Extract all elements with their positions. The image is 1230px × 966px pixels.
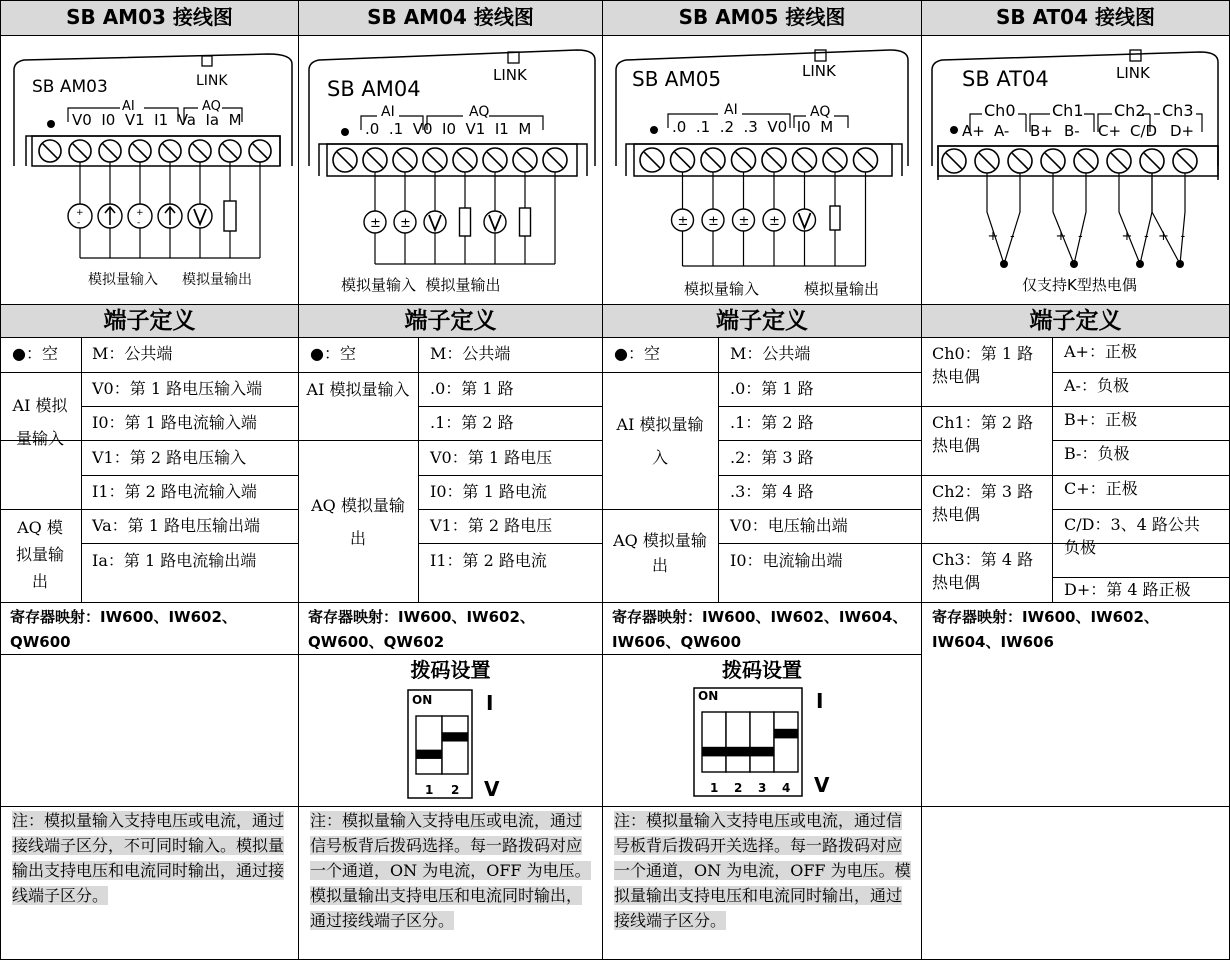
svg-text:ON: ON: [412, 693, 433, 707]
section-title-am04: 端子定义: [404, 307, 497, 334]
dip-lever: [726, 747, 750, 757]
channel-label: Ch2: [1114, 101, 1146, 120]
am05-link-label: LINK: [802, 62, 836, 80]
at04-caption: 仅支持K型热电偶: [1022, 276, 1137, 294]
svg-text:V0 I0 V1 I1 Va Ia M: V0 I0 V1 I1 Va Ia M: [72, 111, 242, 129]
am03-caption-input: 模拟量输入: [88, 272, 158, 288]
header-am05: SB AM05 接线图: [678, 5, 846, 29]
section-title-am03: 端子定义: [103, 307, 196, 334]
svg-text:AQ: AQ: [469, 104, 490, 120]
am03-note: 注：模拟量输入支持电压或电流，通过接线端子区分，不可同时输入。模拟量输出支持电压和电流同时输出，通过接线端子区分。: [12, 811, 285, 905]
am04-wiring: [364, 172, 555, 264]
am05-ai-row: .2：第 3 路: [730, 448, 814, 467]
svg-text:±: ±: [738, 214, 750, 229]
thermocouple-icon: [1152, 173, 1185, 264]
thermocouple-icon: [1053, 173, 1086, 264]
svg-text:+: +: [1121, 229, 1133, 244]
svg-text:AI: AI: [122, 99, 135, 114]
thermocouple-icon: [1119, 173, 1152, 264]
am04-model-label: SB AM04: [327, 77, 421, 101]
svg-text:AI: AI: [724, 102, 738, 118]
am04-aq-row: I0：第 1 路电流: [430, 482, 547, 501]
section-title-at04: 端子定义: [1029, 307, 1122, 334]
at04-terminal-screws: [942, 149, 1197, 173]
resistor-icon: [830, 206, 840, 230]
svg-text:-: -: [1010, 229, 1015, 244]
dip-slot: [416, 716, 442, 774]
svg-text:2: 2: [451, 783, 460, 797]
am04-ai-row: .0：第 1 路: [430, 379, 514, 398]
thermocouple-icon: [987, 173, 1020, 264]
svg-text:±: ±: [400, 216, 411, 231]
terminal-label: A-: [994, 122, 1010, 140]
header-at04: SB AT04 接线图: [996, 5, 1155, 29]
resistor-icon: [460, 208, 471, 236]
svg-text:V: V: [484, 777, 500, 801]
am05-ai-group: AI 模拟量输入: [616, 415, 704, 467]
am03-ai-row: I0：第 1 路电流输入端: [92, 413, 257, 432]
svg-text:1: 1: [425, 783, 434, 797]
am04-link-label: LINK: [493, 66, 527, 84]
at04-channel-label: Ch3：第 4 路热电偶: [932, 550, 1034, 592]
svg-text:±: ±: [769, 214, 780, 229]
am03-ai-group: AI 模拟量输入: [12, 396, 68, 448]
svg-text:ON: ON: [698, 689, 719, 703]
am04-aq-group: AQ 模拟量输出: [311, 496, 405, 548]
am03-link-label: LINK: [196, 73, 228, 89]
am03-ai-row: V1：第 2 路电压输入: [92, 448, 247, 467]
am05-caption-input: 模拟量输入: [684, 280, 760, 298]
terminal-label: D+: [1170, 122, 1195, 140]
am04-terminal-screws: [333, 148, 567, 172]
dip-slot: [726, 712, 750, 772]
svg-text:V: V: [814, 773, 830, 797]
am05-dip-switch: [690, 684, 838, 802]
thermocouple-junction: [1136, 260, 1144, 268]
am03-register-mapping: 寄存器映射：IW600、IW602、QW600: [10, 608, 237, 651]
at04-terminal-row: C+：正极: [1064, 479, 1138, 498]
am05-ai-row: .3：第 4 路: [730, 482, 814, 501]
svg-text:AI: AI: [381, 104, 395, 120]
diagram-at04: [928, 44, 1224, 300]
am05-note: 注：模拟量输入支持电压或电流，通过信号板背后拨码开关选择。每一路拨码对应一个通道，ON 为电流，OFF 为电压。模拟量输出支持电压和电流同时输出，通过接线端子区分。: [614, 811, 911, 930]
svg-text:-: -: [1144, 229, 1149, 244]
header-am03: SB AM03 接线图: [66, 5, 233, 29]
am03-ai-row: V0：第 1 路电压输入端: [92, 379, 263, 398]
diagram-am05: [612, 44, 914, 300]
am05-dip-title: 拨码设置: [722, 658, 802, 682]
am05-aq-group: AQ 模拟量输出: [613, 531, 707, 575]
am05-register-mapping: 寄存器映射：IW600、IW602、IW604、IW606、QW600: [612, 608, 908, 651]
am03-ai-row: I1：第 2 路电流输入端: [92, 482, 257, 501]
am05-common-def: M：公共端: [730, 344, 811, 363]
terminal-label: C+: [1098, 122, 1122, 140]
am04-empty-def: ●：空: [310, 344, 356, 363]
at04-register-mapping: 寄存器映射：IW600、IW602、IW604、IW606: [932, 608, 1159, 651]
dip-slot: [774, 712, 798, 772]
svg-text:.0 .1 .2 .3 V0 I0 M: .0 .1 .2 .3 V0 I0 M: [672, 118, 834, 136]
terminal-label: C/D: [1130, 122, 1158, 140]
at04-wiring: [987, 173, 1186, 268]
at04-channel-label: Ch2：第 3 路热电偶: [932, 482, 1034, 524]
dip-slot: [702, 712, 726, 772]
am04-aq-row: I1：第 2 路电流: [430, 551, 547, 570]
svg-text:I: I: [486, 691, 494, 715]
section-title-am05: 端子定义: [716, 307, 808, 334]
am03-aq-row: Va：第 1 路电压输出端: [92, 516, 260, 535]
at04-terminal-row: B+：正极: [1064, 410, 1138, 429]
at04-terminal-row: B-：负极: [1064, 444, 1130, 463]
am04-common-def: M：公共端: [430, 344, 511, 363]
channel-label: Ch0: [984, 101, 1016, 120]
am03-wiring: [68, 162, 260, 258]
am05-ai-row: .1：第 2 路: [730, 413, 814, 432]
dip-lever: [416, 750, 442, 759]
svg-text:.0 .1 V0 I0 V1 I1 M: .0 .1 V0 I0 V1 I1 M: [365, 120, 532, 138]
svg-text:AQ: AQ: [202, 99, 221, 114]
terminal-label: B+: [1030, 122, 1053, 140]
am04-caption: 模拟量输入 模拟量输出: [341, 276, 501, 294]
am05-model-label: SB AM05: [632, 67, 722, 91]
svg-text:+: +: [1158, 229, 1169, 244]
svg-text:AQ: AQ: [810, 104, 831, 120]
am05-aq-row: I0：电流输出端: [730, 551, 843, 570]
thermocouple-junction: [1176, 260, 1184, 268]
am05-aq-row: V0：电压输出端: [730, 516, 848, 535]
resistor-icon: [520, 208, 531, 236]
am05-empty-def: ●：空: [614, 344, 660, 363]
am03-empty-def: ●：空: [12, 344, 58, 363]
diagram-am04: [305, 44, 600, 300]
am04-ai-group: AI 模拟量输入: [306, 380, 410, 399]
svg-text:1: 1: [710, 781, 719, 795]
at04-terminal-row: A-：负极: [1064, 376, 1129, 395]
terminal-label: A+: [962, 122, 985, 140]
svg-text:+: +: [1055, 229, 1067, 244]
at04-terminal-row: C/D：3、4 路公共负极: [1064, 515, 1200, 557]
thermocouple-junction: [1000, 260, 1008, 268]
dip-lever: [442, 732, 468, 741]
am04-dip-switch: [404, 686, 504, 802]
am03-aq-group: AQ 模拟量输出: [15, 518, 64, 591]
svg-text:±: ±: [708, 214, 719, 229]
at04-terminal-row: D+：第 4 路正极: [1064, 580, 1191, 599]
terminal-label: B-: [1064, 122, 1080, 140]
svg-text:4: 4: [782, 781, 791, 795]
am03-aq-row: Ia：第 1 路电流输出端: [92, 551, 257, 570]
am04-aq-row: V1：第 2 路电压: [430, 516, 553, 535]
dip-lever: [702, 747, 726, 757]
am04-register-mapping: 寄存器映射：IW600、IW602、QW600、QW602: [308, 608, 535, 651]
am04-ai-row: .1：第 2 路: [430, 413, 514, 432]
svg-text:-: -: [1078, 229, 1083, 244]
am03-terminal-screws: [39, 140, 271, 162]
svg-text:±: ±: [370, 216, 381, 231]
am03-common-def: M：公共端: [92, 344, 173, 363]
at04-channel-label: Ch1：第 2 路热电偶: [932, 413, 1034, 455]
am04-dip-title: 拨码设置: [410, 658, 491, 682]
svg-text:+: +: [76, 208, 84, 218]
am05-terminal-screws: [640, 148, 878, 172]
dip-slot: [750, 712, 774, 772]
resistor-icon: [224, 201, 236, 231]
dip-lever: [774, 729, 798, 739]
at04-model-label: SB AT04: [962, 67, 1049, 91]
am03-caption-output: 模拟量输出: [182, 272, 252, 288]
am05-caption-output: 模拟量输出: [804, 280, 880, 298]
svg-text:-: -: [137, 218, 141, 228]
diagram-am03: [10, 48, 295, 298]
am04-note: 注：模拟量输入支持电压或电流，通过信号板背后拨码选择。每一路拨码对应一个通道，ON 为电流，OFF 为电压。模拟量输出支持电压和电流同时输出，通过接线端子区分。: [310, 811, 591, 930]
svg-text:+: +: [987, 229, 999, 244]
dip-slot: [442, 716, 468, 774]
svg-text:±: ±: [677, 214, 689, 229]
svg-text:3: 3: [758, 781, 767, 795]
at04-link-label: LINK: [1116, 64, 1150, 82]
at04-terminal-row: A+：正极: [1064, 342, 1137, 361]
svg-text:2: 2: [734, 781, 743, 795]
channel-label: Ch1: [1052, 101, 1084, 120]
am03-model-label: SB AM03: [32, 77, 108, 97]
svg-text:-: -: [77, 218, 81, 228]
am04-aq-row: V0：第 1 路电压: [430, 448, 553, 467]
dip-lever: [750, 747, 774, 757]
header-am04: SB AM04 接线图: [367, 5, 534, 29]
am05-wiring: [672, 172, 866, 266]
channel-label: Ch3: [1162, 101, 1194, 120]
at04-channel-label: Ch0：第 1 路热电偶: [932, 344, 1034, 386]
svg-text:-: -: [1180, 229, 1186, 244]
svg-text:I: I: [816, 689, 824, 713]
am05-ai-row: .0：第 1 路: [730, 379, 814, 398]
svg-text:+: +: [136, 208, 144, 218]
thermocouple-junction: [1070, 260, 1078, 268]
